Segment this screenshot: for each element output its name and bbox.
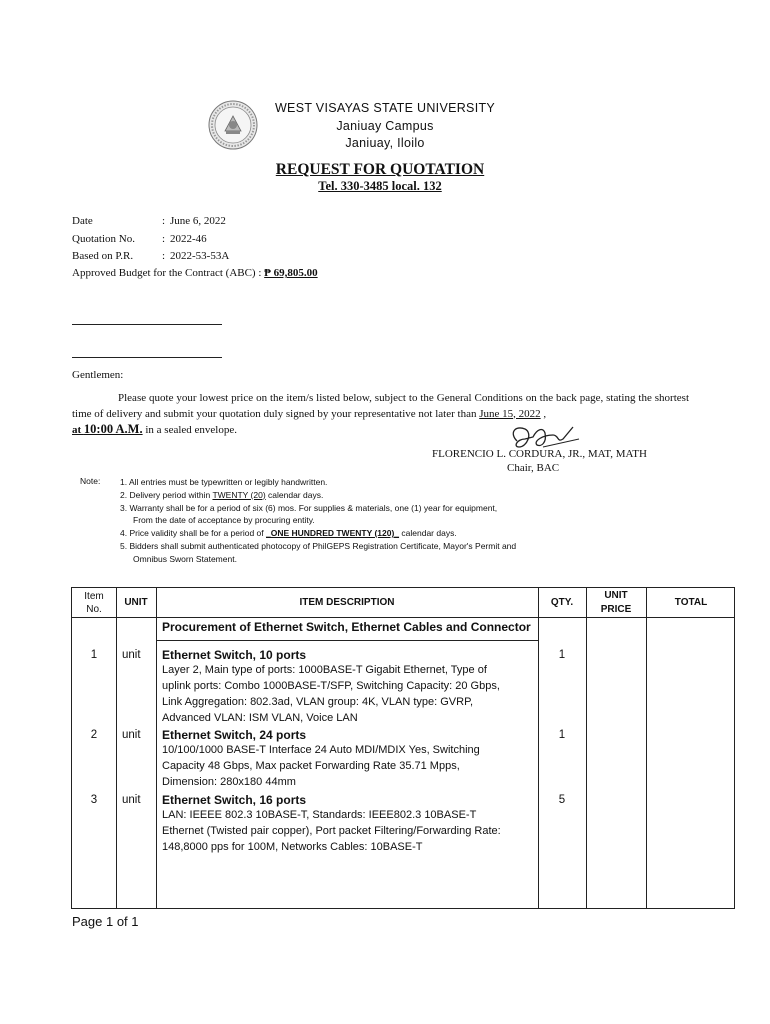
note-5-cont: Omnibus Sworn Statement. <box>133 553 237 564</box>
note-1: 1. All entries must be typewritten or legibly handwritten. <box>120 477 328 487</box>
header-qty: QTY. <box>550 597 574 608</box>
quotation-colon: : <box>162 233 166 245</box>
header-item-no: Item No. <box>84 591 104 615</box>
note-3: 3. Warranty shall be for a period of six (6) mos. For supplies & materials, one (1) year for equipment, <box>120 502 498 513</box>
pr-colon: : <box>162 250 166 262</box>
items-table <box>71 587 735 909</box>
page-number: Page 1 of 1 <box>72 914 139 929</box>
table-row-3-unit: unit <box>122 794 141 806</box>
abc-value: ₱ 69,805.00 <box>264 267 318 279</box>
table-row-1-unit: unit <box>122 649 141 661</box>
table-row-1-no: 1 <box>90 649 98 661</box>
notes-label: Note: <box>80 476 101 486</box>
abc-label: Approved Budget for the Contract (ABC) : <box>72 267 262 279</box>
deadline-date: June 15, 2022 <box>479 407 541 420</box>
recipient-line-2[interactable] <box>72 357 222 358</box>
note-2: 2. Delivery period within TWENTY (20) calendar days. <box>120 489 324 500</box>
paragraph-text-2: in a sealed envelope. <box>142 424 237 436</box>
greeting: Gentlemen: <box>72 369 124 381</box>
table-row-3-no: 3 <box>90 794 98 806</box>
notes-list <box>120 476 560 566</box>
telephone-number: Tel. 330-3485 local. 132 <box>318 179 442 193</box>
table-row-1-qty: 1 <box>558 649 566 661</box>
paragraph-comma: , <box>543 407 547 420</box>
date-label: Date <box>72 215 93 227</box>
header-total: TOTAL <box>674 597 708 608</box>
table-row-2-unit: unit <box>122 729 141 741</box>
date-value: June 6, 2022 <box>170 215 226 227</box>
note-3-cont: From the date of acceptance by procuring entity. <box>133 515 315 526</box>
table-row-3-qty: 5 <box>558 794 566 806</box>
date-colon: : <box>162 215 166 227</box>
signatory-position: Chair, BAC <box>507 462 560 474</box>
document-title: REQUEST FOR QUOTATION <box>275 161 485 178</box>
table-row-1-description: Ethernet Switch, 10 ports Layer 2, Main type of ports: 1000BASE-T Gigabit Ethernet, Type of uplink ports: Combo 1000BASE-T/SFP, Switching Capacity: 20 Gbps, Link Aggregation: 802.3ad, VLAN group: 4K, VLAN type: GVRP, Advanced VLAN: ISM VLAN, Voice LAN <box>162 648 500 724</box>
table-row-2-no: 2 <box>90 729 98 741</box>
table-row-2-description: Ethernet Switch, 24 ports 10/100/1000 BASE-T Interface 24 Auto MDI/MDIX Yes, Switching Capacity 48 Gbps, Max packet Forwarding Rate 35.71 Mpps, Dimension: 280x180 44mm <box>162 728 480 788</box>
header-unit: UNIT <box>124 597 148 608</box>
pr-label: Based on P.R. <box>72 250 134 262</box>
campus-location: Janiuay, Iloilo <box>345 136 425 150</box>
abc-row <box>72 267 318 279</box>
campus-name: Janiuay Campus <box>336 119 434 133</box>
deadline-time: 10:00 A.M. <box>83 422 143 436</box>
table-row-3-description: Ethernet Switch, 16 ports LAN: IEEEE 802.3 10BASE-T, Standards: IEEE802.3 10BASE-T Ethernet (Twisted pair copper), Port packet Filtering/Forwarding Rate: 148,8000 pps for 100M, Networks Cables: 10BASE-T <box>162 793 501 853</box>
note-5: 5. Bidders shall submit authenticated photocopy of PhilGEPS Registration Certificate, Mayor's Permit and <box>120 540 517 551</box>
paragraph-text-1: Please quote your lowest price on the item/s listed below, subject to the General Conditions on the back page, stating the shortest time of delivery and submit your quotation duly signed by your representative not later than <box>72 392 689 420</box>
signatory-name: FLORENCIO L. CORDURA, JR., MAT, MATH <box>432 448 647 460</box>
quotation-label: Quotation No. <box>72 233 135 245</box>
quotation-value: 2022-46 <box>170 233 207 245</box>
pr-value: 2022-53-53A <box>170 250 230 262</box>
university-name: WEST VISAYAS STATE UNIVERSITY <box>274 101 496 115</box>
at-text: at <box>72 424 84 436</box>
header-unit-price: UNIT PRICE <box>600 590 632 615</box>
table-row-2-qty: 1 <box>558 729 566 741</box>
instruction-paragraph <box>72 391 689 439</box>
note-4: 4. Price validity shall be for a period of _ONE HUNDRED TWENTY (120)_ calendar days. <box>120 528 457 539</box>
header-description: ITEM DESCRIPTION <box>299 597 395 608</box>
recipient-line-1[interactable] <box>72 324 222 325</box>
group-title: Procurement of Ethernet Switch, Ethernet Cables and Connector <box>162 620 531 634</box>
